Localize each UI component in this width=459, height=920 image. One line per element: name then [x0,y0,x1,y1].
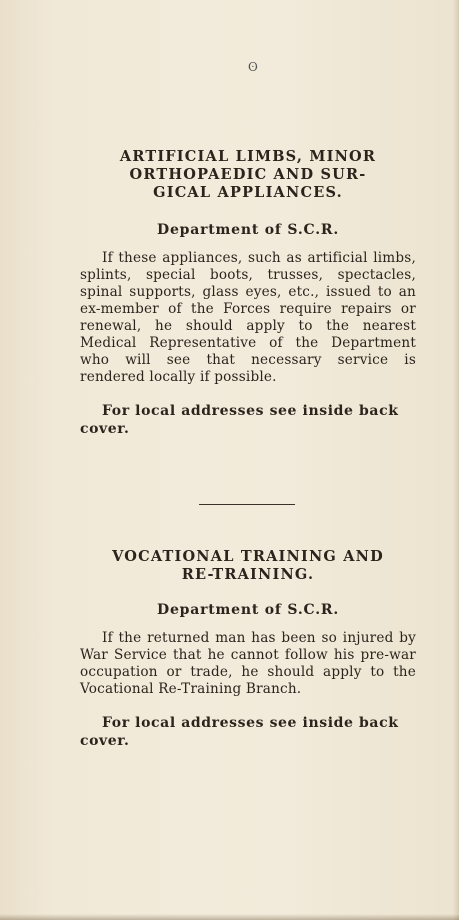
heading-line: ORTHOPAEDIC AND SUR- [129,166,367,183]
section-divider [199,504,295,505]
page-marker: ʘ [248,60,258,74]
department-label: Department of S.C.R. [157,222,339,238]
section-heading [80,148,416,202]
address-note: For local addresses see inside back cover. [80,715,399,749]
address-note: For local addresses see inside back cover. [80,403,399,437]
page-bottom-edge [0,914,459,920]
section-heading [80,548,416,584]
heading-line: VOCATIONAL TRAINING AND [112,548,384,565]
heading-line: GICAL APPLIANCES. [153,184,343,201]
section-body: If the returned man has been so injured by War Service that he cannot follow his pre-war occupation or trade, he should apply to the Vocational Re-Training Branch. [80,630,416,697]
section-body: If these appliances, such as artificial limbs, splints, special boots, trusses, spectacles, spinal supports, glass eyes, etc., issued to an ex-member of the Forces require repairs or renewal, he should apply to the nearest Medical Representative of the Department who will see that necessary service is rendered locally if possible. [80,250,416,385]
section-vocational-training [80,548,416,750]
department-label: Department of S.C.R. [157,602,339,618]
heading-line: RE-TRAINING. [181,566,315,583]
heading-line: ARTIFICIAL LIMBS, MINOR [119,148,377,165]
page-edge-shadow [453,0,459,920]
section-artificial-limbs [80,148,416,438]
